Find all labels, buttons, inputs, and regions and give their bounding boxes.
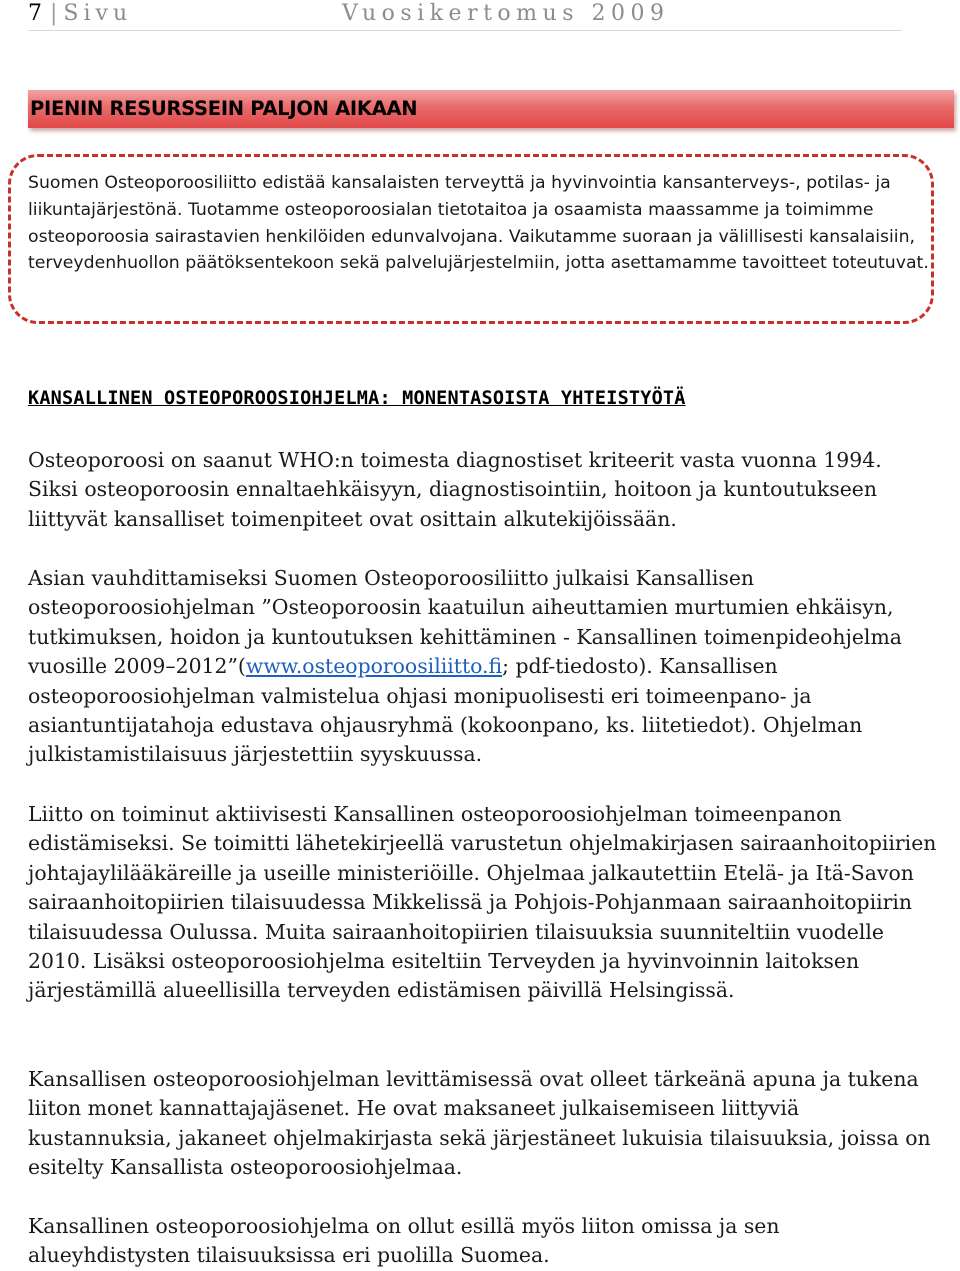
page-number: 7 xyxy=(28,1,42,26)
intro-text: Suomen Osteoporoosiliitto edistää kansalaisten terveyttä ja hyvinvointia kansanterveys-, potilas- ja liikuntajärjestönä. Tuotamme osteoporoosialan tietotaitoa ja osaamista maassamme ja toimimme osteoporoosia sairastavien henkilöiden edunvalvojana. Vaikutamme suoraan ja välillisesti kansalaisiin, terveydenhuollon päätöksentekoon sekä palvelujärjestelmiin, jotta asettamamme tavoitteet toteutuvat. xyxy=(28,173,929,274)
paragraph-2 xyxy=(28,564,938,770)
banner-title: PIENIN RESURSSEIN PALJON AIKAAN xyxy=(30,97,418,120)
page-label: Sivu xyxy=(63,1,133,26)
paragraph-1: Osteoporoosi on saanut WHO:n toimesta diagnostiset kriteerit vasta vuonna 1994. Siksi osteoporoosin ennaltaehkäisyyn, diagnostisointiin, hoitoon ja kuntoutukseen liittyvät kansalliset toimenpiteet ovat osittain alkutekijöissään. xyxy=(28,448,882,531)
page-header xyxy=(28,0,902,31)
section-heading: KANSALLINEN OSTEOPOROOSIOHJELMA: MONENTASOISTA YHTEISTYÖTÄ xyxy=(28,388,686,409)
paragraph-2-end: ; pdf-tiedosto). Kansallisen osteoporoosiohjelman valmistelua ohjasi monipuolisesti eri toimeenpano- ja asiantuntijatahoja edustava ohjausryhmä (kokoonpano, ks. liitetiedot). Ohjelman julkistamistilaisuus järjestettiin syyskuussa. xyxy=(28,654,863,767)
paragraph-4: Kansallisen osteoporoosiohjelman levittämisessä ovat olleet tärkeänä apuna ja tukena liiton monet kannattajajäsenet. He ovat maksaneet julkaisemiseen liittyviä kustannuksia, jakaneet ohjelmakirjasta sekä järjestäneet lukuisia tilaisuuksia, joissa on esitelty Kansallista osteoporoosiohjelmaa. xyxy=(28,1067,931,1180)
report-title: Vuosikertomus 2009 xyxy=(342,1,670,26)
header-separator: | xyxy=(50,1,58,26)
paragraph-5: Kansallinen osteoporoosiohjelma on ollut esillä myös liiton omissa ja sen alueyhdistysten tilaisuuksissa eri puolilla Suomea. xyxy=(28,1214,780,1268)
website-link[interactable]: www.osteoporoosiliitto.fi xyxy=(245,654,503,679)
paragraph-2-start: Asian vauhdittamiseksi Suomen Osteoporoosiliitto julkaisi Kansallisen osteoporoosiohjelman ”Osteoporoosin kaatuilun aiheuttamien murtumien ehkäisyn, tutkimuksen, hoidon ja kuntoutuksen kehittäminen - Kansallinen toimenpideohjelma vuosille 2009–2012”( xyxy=(28,566,902,679)
paragraph-3: Liitto on toiminut aktiivisesti Kansallinen osteoporoosiohjelman toimeenpanon edistämiseksi. Se toimitti lähetekirjeellä varustetun ohjelmakirjasen sairaanhoitopiirien johtajaylilääkäreille ja useille ministeriöille. Ohjelmaa jalkautettiin Etelä- ja Itä-Savon sairaanhoitopiirien tilaisuudessa Mikkelissä ja Pohjois-Pohjanmaan sairaanhoitopiirin tilaisuudessa Oulussa. Muita sairaanhoitopiirien tilaisuuksia suunniteltiin vuodelle 2010. Lisäksi osteoporoosiohjelma esiteltiin Terveyden ja hyvinvoinnin laitoksen järjestämillä alueellisilla terveyden edistämisen päivillä Helsingissä. xyxy=(28,802,937,1003)
section-banner xyxy=(28,90,954,128)
